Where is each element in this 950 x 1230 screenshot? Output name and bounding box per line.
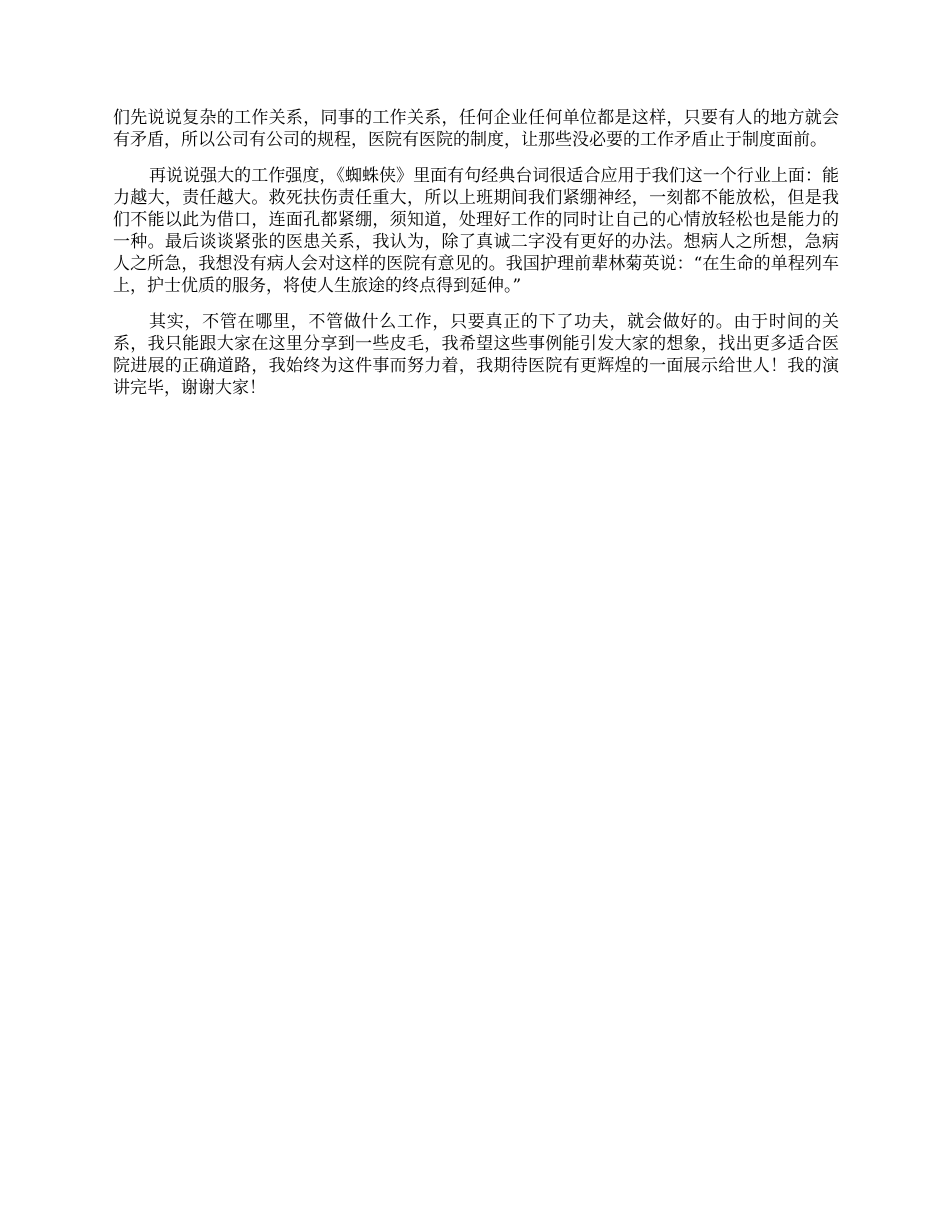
paragraph-1: 们先说说复杂的工作关系，同事的工作关系，任何企业任何单位都是这样，只要有人的地方就会有矛盾，所以公司有公司的规程，医院有医院的制度，让那些没必要的工作矛盾止于制度面前。 — [113, 108, 839, 150]
document-body — [113, 107, 839, 413]
paragraph-3: 其实，不管在哪里，不管做什么工作，只要真正的下了功夫，就会做好的。由于时间的关系，我只能跟大家在这里分享到一些皮毛，我希望这些事例能引发大家的想象，找出更多适合医院进展的正确道路，我始终为这件事而努力着，我期待医院有更辉煌的一面展示给世人！我的演讲完毕，谢谢大家！ — [113, 312, 839, 398]
paragraph-2: 再说说强大的工作强度，《蜘蛛侠》里面有句经典台词很适合应用于我们这一个行业上面：能力越大，责任越大。救死扶伤责任重大，所以上班期间我们紧绷神经，一刻都不能放松，但是我们不能以此为借口，连面孔都紧绷，须知道，处理好工作的同时让自己的心情放轻松也是能力的一种。最后谈谈紧张的医患关系，我认为，除了真诚二字没有更好的办法。想病人之所想，急病人之所急，我想没有病人会对这样的医院有意见的。我国护理前辈林菊英说：“在生命的单程列车上，护士优质的服务，将使人生旅途的终点得到延伸。” — [113, 166, 839, 296]
